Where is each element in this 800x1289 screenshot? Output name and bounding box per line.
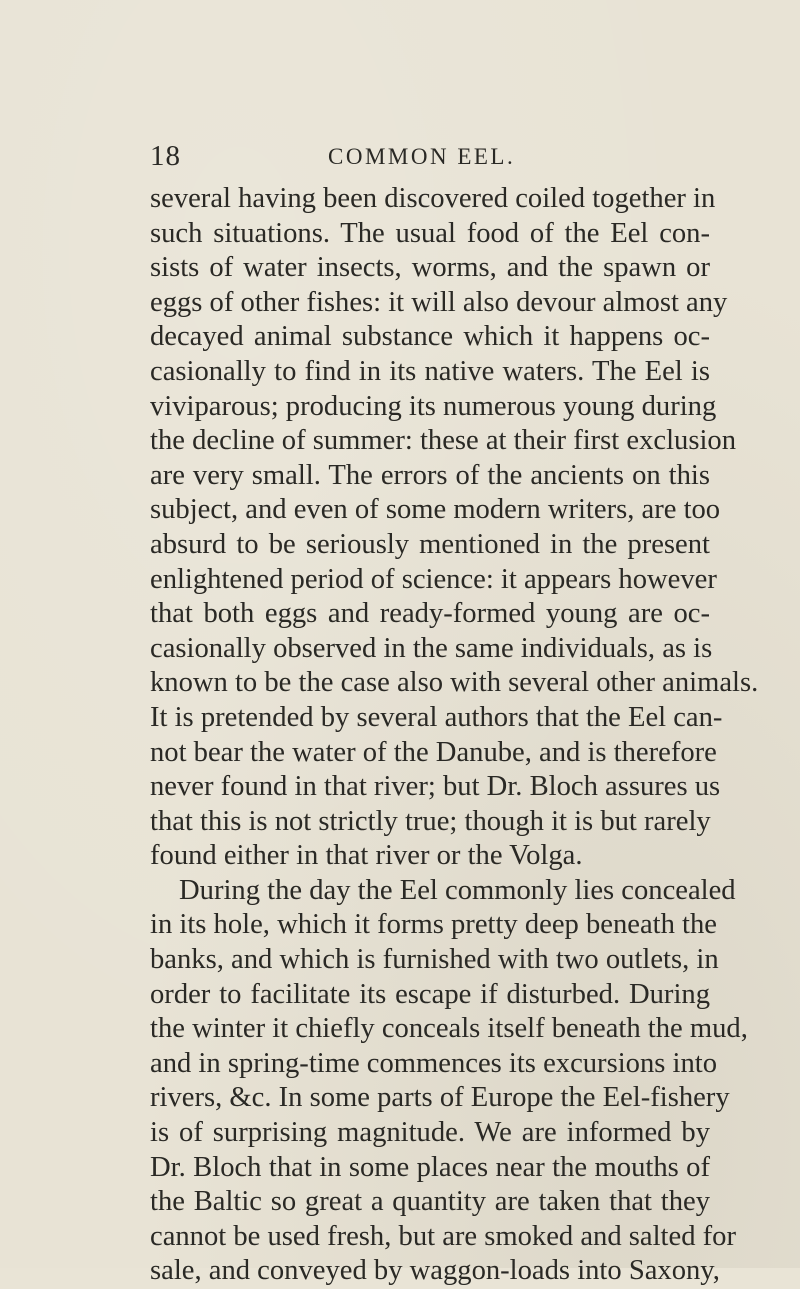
text-line: that this is not strictly true; though it is but rarely	[150, 805, 711, 837]
text-line: cannot be used fresh, but are smoked and salted for	[150, 1220, 736, 1252]
text-line: enlightened period of science: it appears however	[150, 563, 717, 595]
text-line: never found in that river; but Dr. Bloch assures us	[150, 771, 721, 803]
text-line: eggs of other fishes: it will also devour almost any	[150, 286, 728, 318]
text-line: in its hole, which it forms pretty deep beneath the	[150, 909, 717, 941]
text-line: the Baltic so great a quantity are taken that they	[150, 1186, 710, 1218]
text-line: and in spring-time commences its excursions into	[150, 1047, 718, 1079]
text-line: known to be the case also with several other animals.	[150, 667, 759, 699]
text-line: order to facilitate its escape if disturbed. During	[150, 978, 710, 1010]
text-line: sists of water insects, worms, and the spawn or	[150, 252, 710, 284]
text-line: rivers, &c. In some parts of Europe the Eel-fishery	[150, 1082, 730, 1114]
body-text	[150, 182, 759, 1289]
text-line: casionally to find in its native waters. The Eel is	[150, 355, 710, 387]
text-line: sale, and conveyed by waggon-loads into Saxony,	[150, 1255, 720, 1287]
text-line: are very small. The errors of the ancients on this	[150, 459, 710, 491]
text-line: the decline of summer: these at their first exclusion	[150, 425, 736, 457]
page-number: 18	[150, 140, 181, 172]
text-line: banks, and which is furnished with two outlets, in	[150, 944, 719, 976]
running-header	[150, 140, 710, 180]
running-title: COMMON EEL.	[328, 144, 516, 169]
text-line: is of surprising magnitude. We are informed by	[150, 1117, 710, 1149]
text-line: casionally observed in the same individuals, as is	[150, 632, 713, 664]
text-line: absurd to be seriously mentioned in the present	[150, 528, 710, 560]
text-line: subject, and even of some modern writers, are too	[150, 494, 721, 526]
text-line: several having been discovered coiled together in	[150, 183, 716, 214]
text-line: such situations. The usual food of the Eel con-	[150, 217, 710, 249]
paragraph	[150, 874, 748, 1289]
text-line: It is pretended by several authors that the Eel can-	[150, 701, 723, 733]
text-line: that both eggs and ready-formed young are oc-	[150, 598, 710, 630]
text-line: found either in that river or the Volga.	[150, 840, 583, 872]
text-line: decayed animal substance which it happens oc-	[150, 321, 710, 353]
text-line: viviparous; producing its numerous young during	[150, 390, 717, 422]
text-line: not bear the water of the Danube, and is therefore	[150, 736, 717, 768]
paragraph	[150, 182, 759, 874]
text-line: Dr. Bloch that in some places near the mouths of	[150, 1151, 710, 1183]
text-line: the winter it chiefly conceals itself beneath the mud,	[150, 1013, 748, 1045]
text-line: During the day the Eel commonly lies concealed	[179, 874, 736, 906]
